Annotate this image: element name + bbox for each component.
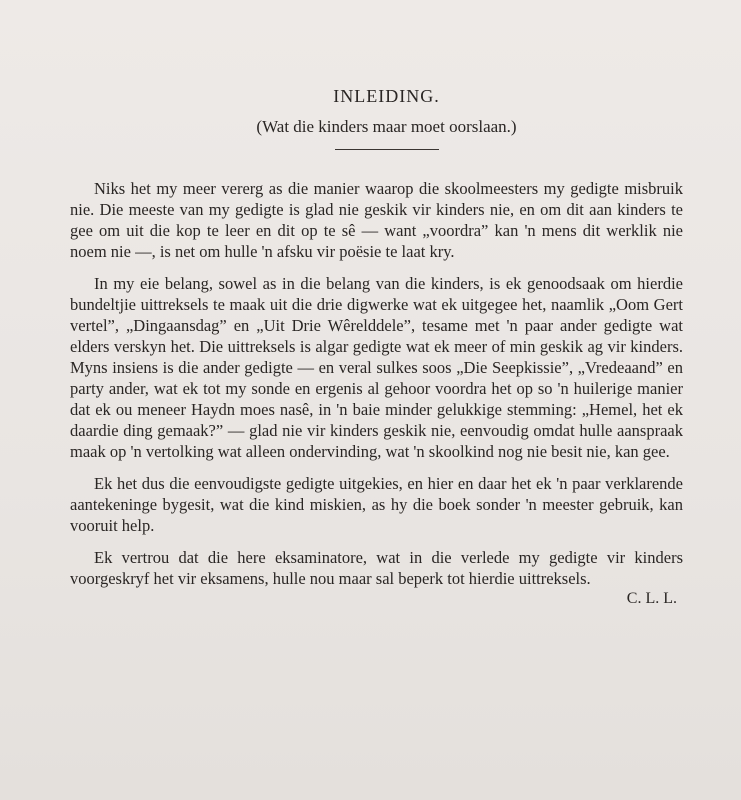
paragraph-2: In my eie belang, sowel as in die belang van die kinders, is ek genoodsaak om hierdie bundeltjie uittreksels te maak uit die drie digwerke wat ek uitgegee het, naamlik „Oom Gert vertel”, „Dingaansdag” en „Uit Drie Wêrelddele”, tesame met 'n paar ander gedigte wat elders verskyn het. Die uittreksels is algar gedigte wat ek meer of min geskik ag vir kinders. Myns insiens is die ander gedigte — en veral sulkes soos „Die Seepkissie”, „Vredeaand” en party ander, wat ek tot my sonde en ergenis al gehoor voordra het op so 'n huilerige manier dat ek ou meneer Haydn moes nasê, in 'n baie minder gelukkige stemming: „Hemel, het ek daardie ding gemaak?” — glad nie vir kinders geskik nie, eenvoudig omdat hulle aanspraak maak op 'n vertolking wat alleen ondervinding, wat 'n skoolkind nog nie besit nie, kan gee. <box>70 274 683 461</box>
author-initials: C. L. L. <box>626 590 677 607</box>
paragraph-4: Ek vertrou dat die here eksaminatore, wat in die verlede my gedigte vir kinders voorgeskryf het vir eksamens, hulle nou maar sal beperk tot hierdie uittreksels. <box>70 548 683 588</box>
paragraph-3: Ek het dus die eenvoudigste gedigte uitgekies, en hier en daar het ek 'n paar verklarende aantekeninge bygesit, wat die kind miskien, as hy die boek sonder 'n meester gebruik, kan vooruit help. <box>70 474 683 535</box>
title-divider <box>335 149 439 150</box>
page-title: INLEIDING. <box>333 86 440 106</box>
page-subtitle: (Wat die kinders maar moet oorslaan.) <box>256 117 517 136</box>
paragraph-1: Niks het my meer vererg as die manier waarop die skoolmeesters my gedigte misbruik nie. Die meeste van my gedigte is glad nie geskik vir kinders nie, en om dit aan kinders te gee om uit die kop te leer en dit op te sê — want „voordra” kan 'n mens dit werklik nie noem nie —, is net om hulle 'n afsku vir poësie te laat kry. <box>70 179 683 261</box>
